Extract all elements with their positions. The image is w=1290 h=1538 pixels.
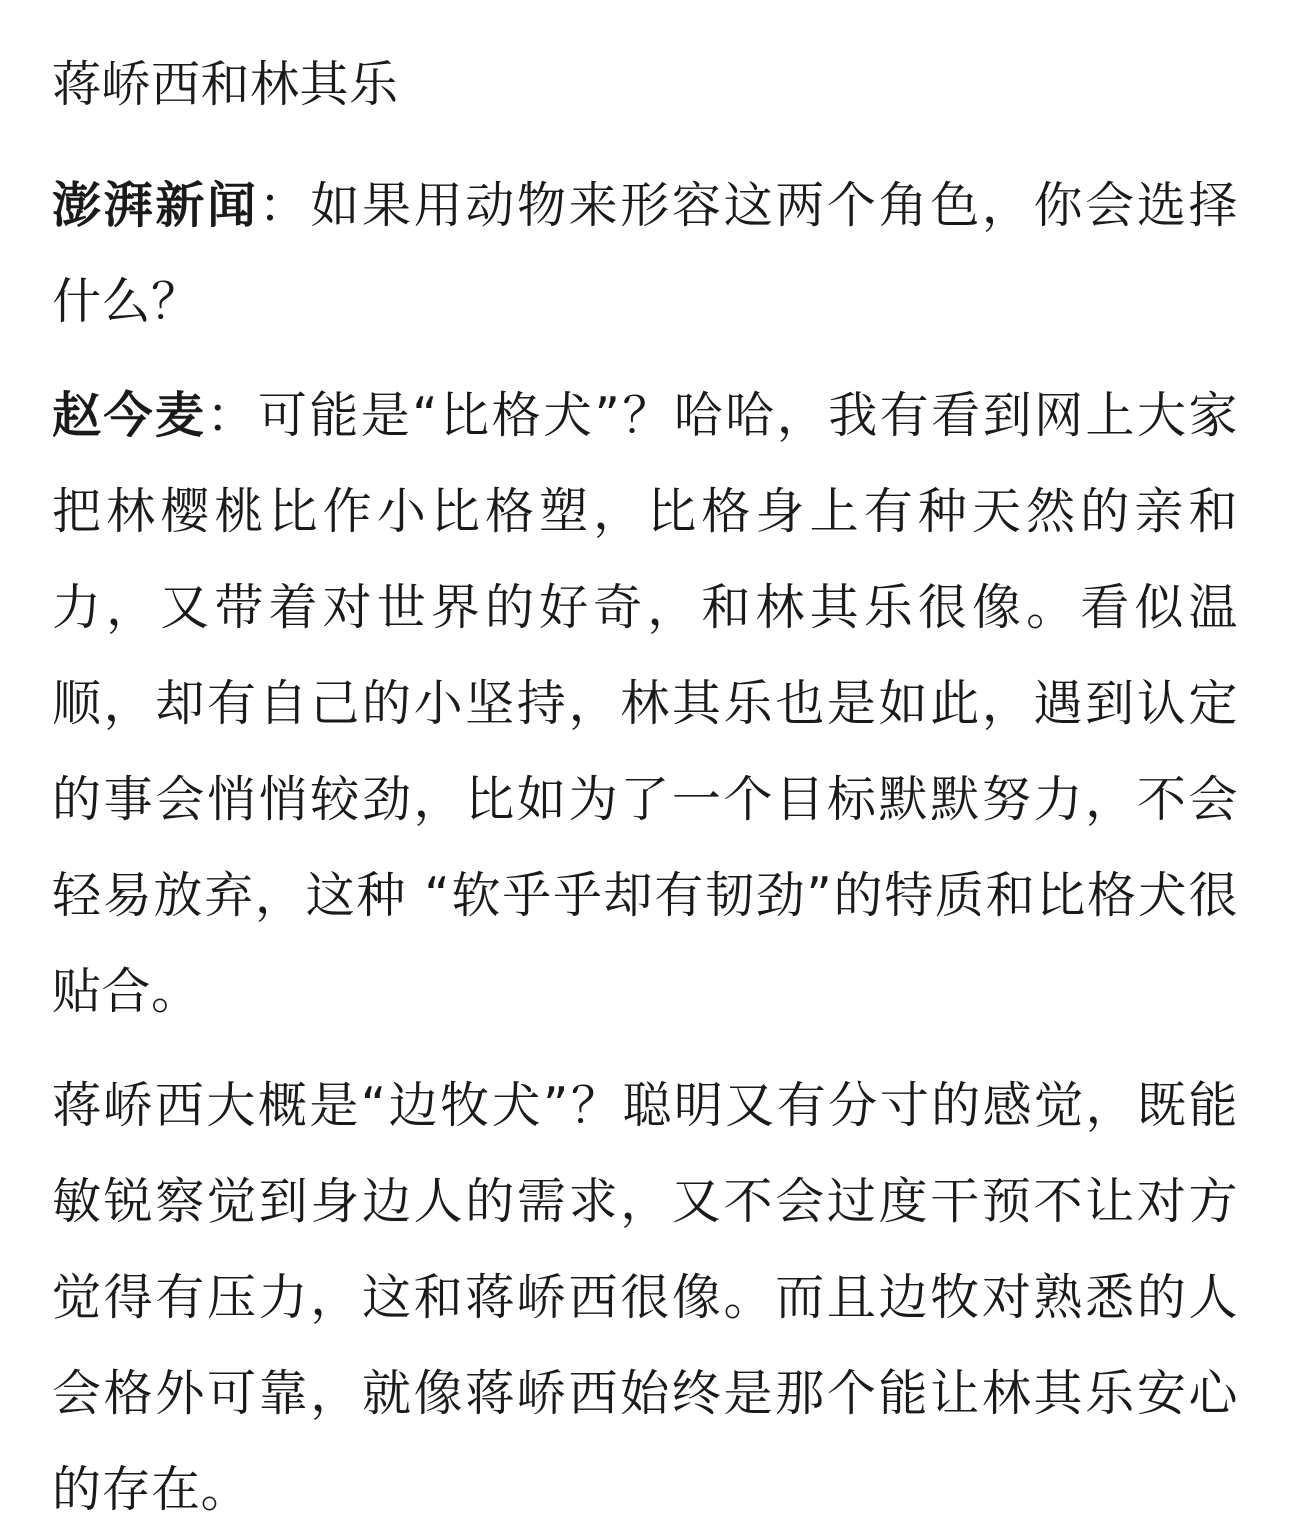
article-body	[52, 30, 1238, 1538]
interview-answer	[52, 368, 1238, 1040]
speaker-name: 澎湃新闻	[52, 177, 259, 234]
speaker-name: 赵今麦	[52, 387, 207, 444]
intro-text: 蒋峤西和林其乐	[52, 56, 399, 113]
question-text: 如果用动物来形容这两个角色，你会选择什么？	[52, 177, 1238, 330]
article-paragraph-intro	[52, 30, 1238, 140]
interview-answer-continued	[52, 1058, 1238, 1538]
speaker-separator: ：	[258, 177, 311, 234]
answer-text: 蒋峤西大概是“边牧犬”？聪明又有分寸的感觉，既能敏锐察觉到身边人的需求，又不会过度干预不让对方觉得有压力，这和蒋峤西很像。而且边牧对熟悉的人会格外可靠，就像蒋峤西始终是那个能让林其乐安心的存在。	[52, 1077, 1238, 1518]
interview-question	[52, 158, 1238, 350]
answer-text: 可能是“比格犬”？哈哈，我有看到网上大家把林樱桃比作小比格塑，比格身上有种天然的亲和力，又带着对世界的好奇，和林其乐很像。看似温顺，却有自己的小坚持，林其乐也是如此，遇到认定的事会悄悄较劲，比如为了一个目标默默努力，不会轻易放弃，这种 “软乎乎却有韧劲”的特质和比格犬很贴合。	[52, 387, 1238, 1020]
speaker-separator: ：	[206, 387, 258, 444]
